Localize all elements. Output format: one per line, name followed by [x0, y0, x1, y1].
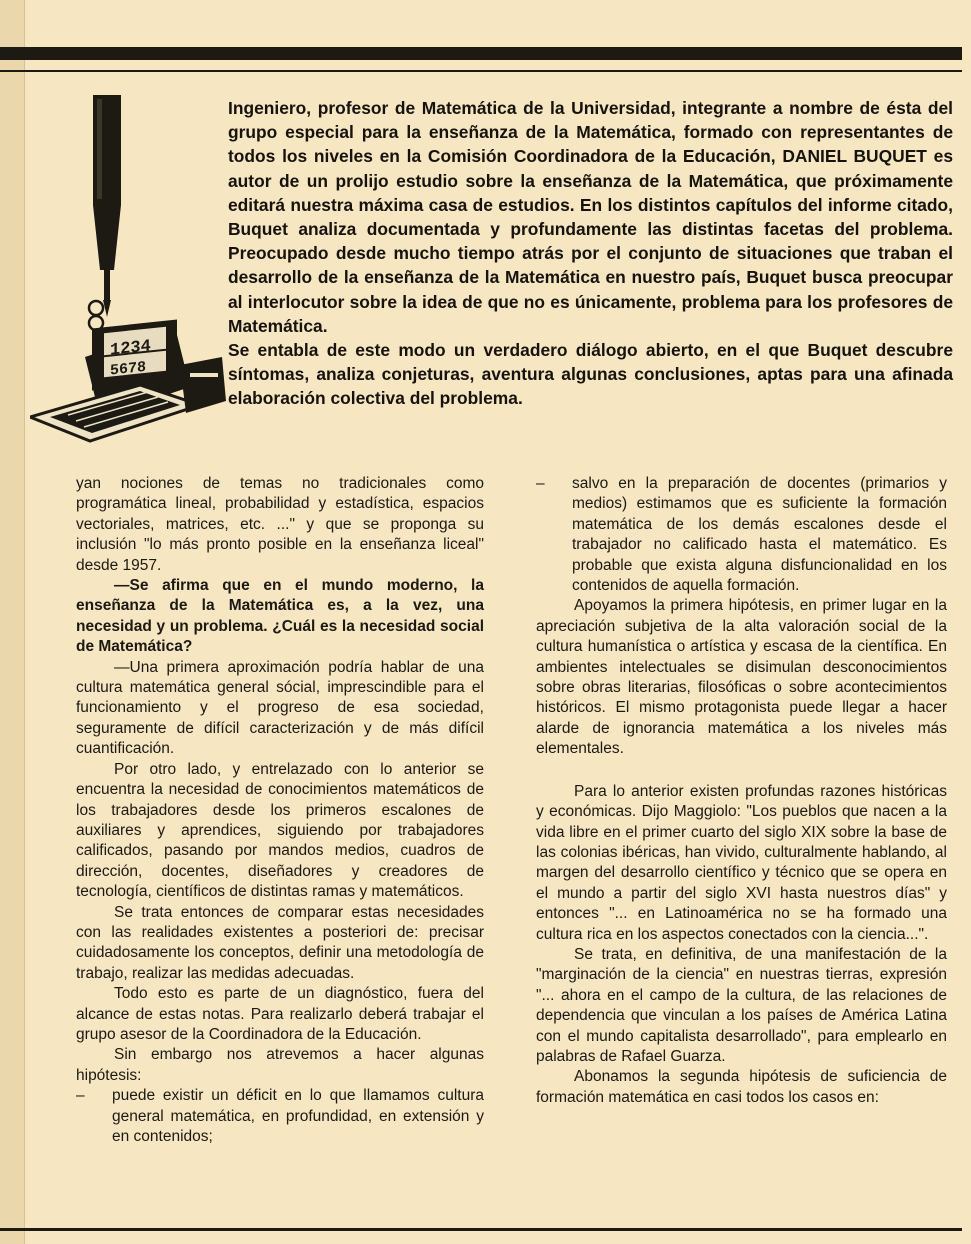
left-paragraph-1: yan nociones de temas no tradicionales como programática lineal, probabilidad y estadística, espacios vectoriales, matrices, etc. ..." y que se proponga su inclusión "lo más pronto posible en la enseñanza liceal" desde 1957. — [76, 475, 484, 574]
computer-icon — [30, 320, 226, 441]
header-rule-thin — [0, 70, 962, 72]
intro-paragraph-1: Ingeniero, profesor de Matemática de la Universidad, integrante a nombre de ésta del grupo especial para la enseñanza de la Matemática, formado con representantes de todos los niveles en la Comisión Coordinadora de la Educación, DANIEL BUQUET es autor de un prolijo estudio sobre la enseñanza de la Matemática, que próximamente editará nuestra máxima casa de estudios. En los distintos capítulos del informe citado, Buquet analiza documentada y profundamente las distintas facetas del problema. Preocupado desde mucho tiempo atrás por el conjunto de situaciones que traban el desarrollo de la enseñanza de la Matemática en nuestro país, Buquet busca preocupar al interlocutor sobre la idea de que no es únicamente, problema para los profesores de Matemática. — [228, 98, 953, 336]
interview-question: —Se afirma que en el mundo moderno, la enseñanza de la Matemática es, a la vez, una necesidad y un problema. ¿Cuál es la necesidad social de Matemática? — [76, 577, 484, 656]
list-dash: – — [76, 1087, 85, 1105]
intro-paragraph-2: Se entabla de este modo un verdadero diálogo abierto, en el que Buquet descubre síntomas, analiza conjeturas, aventura algunas conclusiones, aptas para una afinada elaboración colectiva del problema. — [228, 340, 953, 409]
left-paragraph-6: Sin embargo nos atrevemos a hacer algunas hipótesis: — [76, 1046, 484, 1084]
right-column — [536, 474, 947, 1108]
screen-digits-bottom: 5678 — [110, 357, 146, 380]
paragraph-gap — [536, 760, 947, 782]
fountain-pen-icon — [89, 95, 121, 330]
screen-digits-top: 1234 — [110, 337, 151, 361]
page-edge-strip — [0, 0, 25, 1244]
footer-rule — [0, 1228, 962, 1231]
intro-block — [228, 96, 953, 411]
hypothesis-item-2-text: salvo en la preparación de docentes (primarios y medios) estimamos que es suficiente la formación matemática de los demás escalones desde el trabajador no calificado hasta el matemático. Es probable que exista alguna disfuncionalidad en los contenidos de aquella formación. — [572, 475, 947, 595]
hypothesis-item-2 — [536, 474, 947, 596]
right-paragraph-2: Para lo anterior existen profundas razones históricas y económicas. Dijo Maggiolo: "Los pueblos que nacen a la vida libre en el primer cuarto del siglo XIX sobre la base de las colonias ibéricas, han vivido, culturalmente hablando, al margen del desarrollo científico y técnico que se opera en el mundo a partir del siglo XVI hasta nuestros días" y entonces "... en Latinoamérica no se ha formado una cultura rica en los aspectos conectados con la ciencia...". — [536, 782, 947, 943]
left-paragraph-3: Por otro lado, y entrelazado con lo anterior se encuentra la necesidad de conocimientos matemáticos de los trabajadores desde los primeros escalones de auxiliares y aprendices, siguiendo por trabajadores calificados, pasando por mandos medios, cuadros de dirección, docentes, diseñadores y creadores de tecnología, científicos de distintas ramas y matemáticos. — [76, 760, 484, 901]
right-paragraph-4: Abonamos la segunda hipótesis de suficiencia de formación matemática en casi todos los casos en: — [536, 1068, 947, 1106]
hypothesis-item-1 — [76, 1086, 484, 1147]
header-rule-thick — [0, 47, 962, 60]
right-paragraph-3: Se trata, en definitiva, de una manifestación de la "marginación de la ciencia" en nuestras tierras, expresión "... ahora en el campo de la cultura, de las relaciones de dependencia que vinculan a los países de América Latina con el mundo capitalista desarrollado", para emplearlo en palabras de Rafael Guarza. — [536, 945, 947, 1065]
left-paragraph-5: Todo esto es parte de un diagnóstico, fuera del alcance de estas notas. Para realizarlo deberá trabajar el grupo asesor de la Coordinadora de la Educación. — [76, 985, 484, 1043]
pen-and-computer-illustration — [30, 95, 230, 450]
left-paragraph-2: —Una primera aproximación podría hablar de una cultura matemática general sócial, imprescindible para el funcionamiento y el progreso de esa sociedad, seguramente de difícil caracterización y de más difícil cuantificación. — [76, 658, 484, 758]
hypothesis-item-1-text: puede existir un déficit en lo que llamamos cultura general matemática, en profundidad, en extensión y en contenidos; — [112, 1087, 484, 1145]
left-paragraph-4: Se trata entonces de comparar estas necesidades con las realidades existentes a posteriori de: precisar cuidadosamente los conceptos, definir una metodología de trabajo, realizar las medidas adecuadas. — [76, 903, 484, 982]
left-column — [76, 474, 484, 1147]
right-paragraph-1: Apoyamos la primera hipótesis, en primer lugar en la apreciación subjetiva de la alta valoración social de la cultura humanística o artística y escasa de la científica. En ambientes intelectuales se disimulan desconocimientos sobre obras literarias, filosóficas o sobre acontecimientos históricos. El mismo protagonista puede llegar a hacer alarde de ignorancia matemática a los niveles más elementales. — [536, 597, 947, 758]
list-dash: – — [536, 475, 545, 492]
